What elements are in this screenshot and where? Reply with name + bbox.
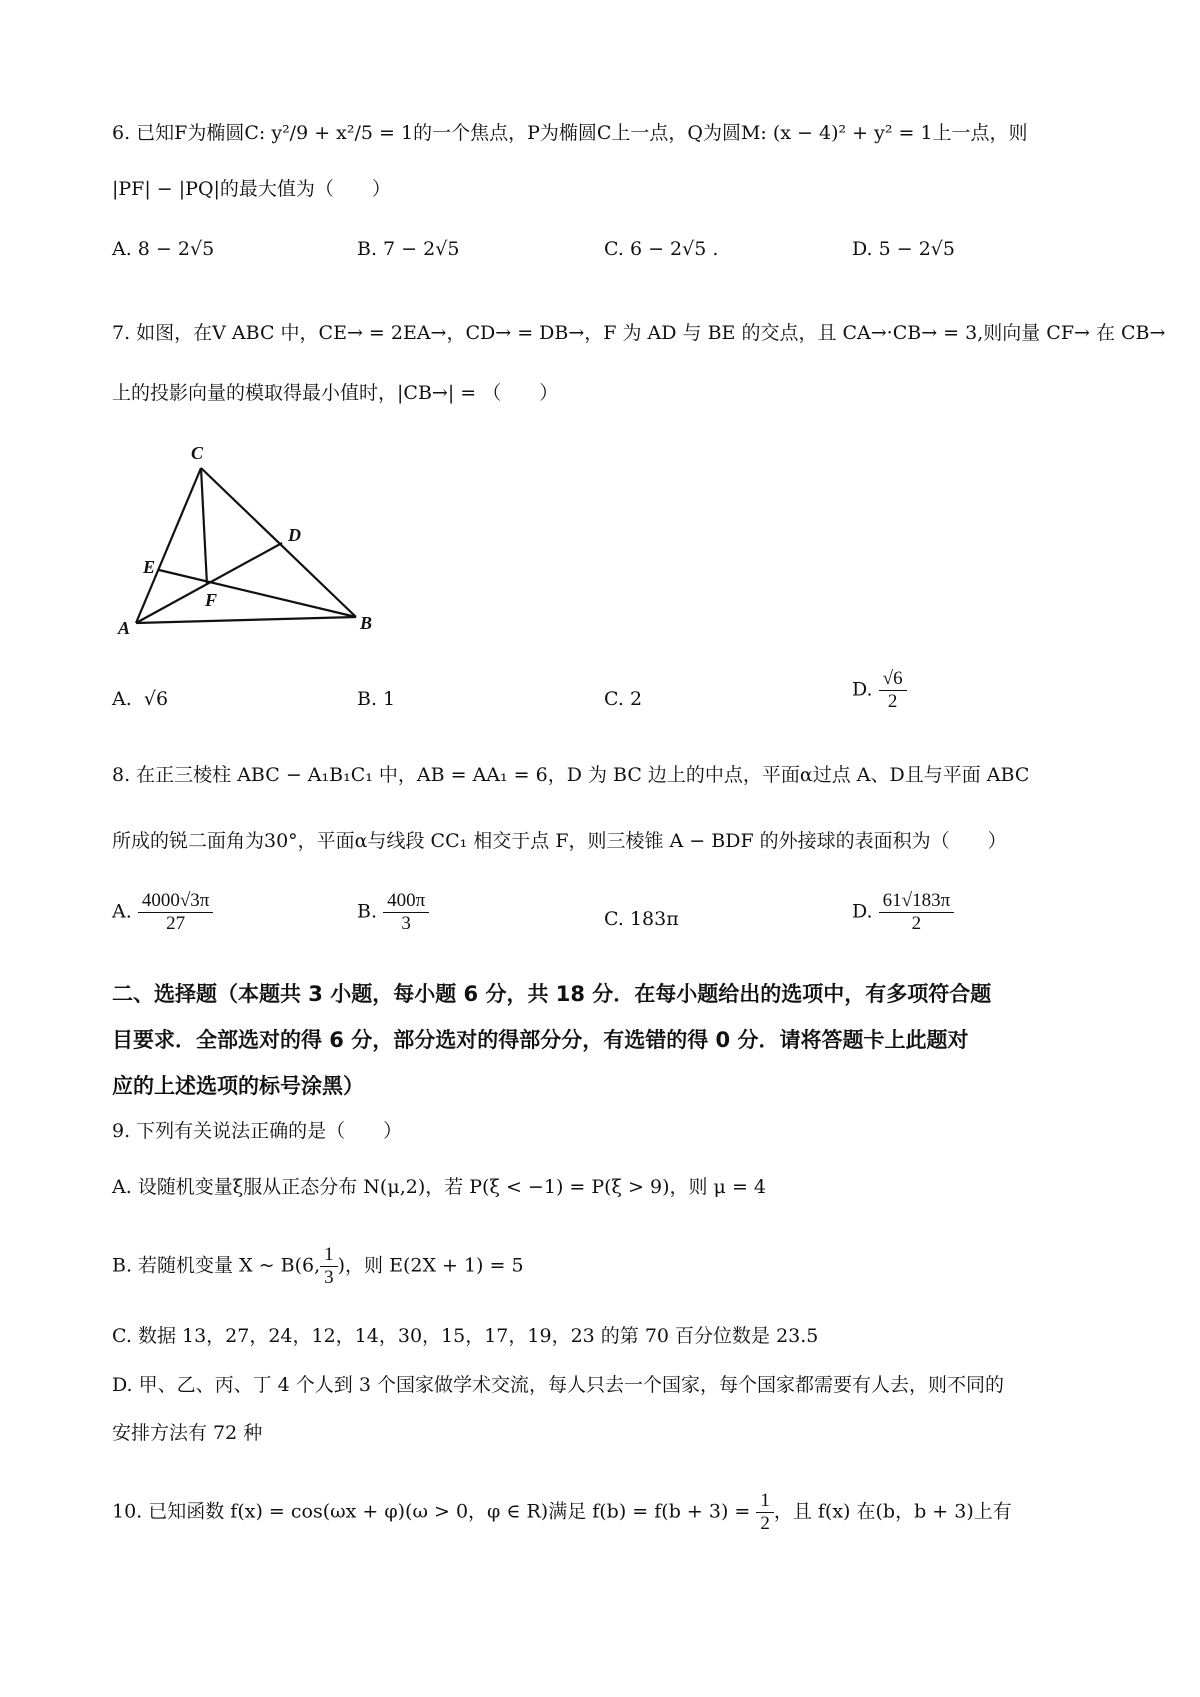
q6-option-b: B. 7 − 2√5 (357, 238, 460, 260)
q7-option-b: B. 1 (357, 688, 396, 710)
q8-option-a-num: 4000√3π (138, 890, 214, 913)
q9-option-b-den: 3 (324, 1266, 334, 1288)
q8-option-d (852, 890, 954, 935)
q6-option-c: C. 6 − 2√5 . (604, 238, 719, 260)
q10-num: 1 (756, 1490, 774, 1513)
segment-bc (201, 468, 356, 617)
label-b: B (360, 613, 373, 633)
q9-option-b-suffix: )，则 E(2X + 1) = 5 (337, 1254, 524, 1277)
q7-option-d-num: √6 (879, 668, 907, 691)
q10-line1 (112, 1490, 1012, 1535)
q9-option-b (112, 1244, 524, 1289)
section2-heading-line1: 二、选择题（本题共 3 小题，每小题 6 分，共 18 分．在每小题给出的选项中，有多项符合题 (112, 982, 992, 1006)
label-f: F (205, 590, 218, 610)
label-a: A (118, 618, 131, 638)
q8-option-a (112, 890, 213, 935)
triangle-figure (110, 440, 400, 640)
q8-option-d-prefix: D. (852, 900, 873, 923)
label-d: D (288, 525, 301, 545)
label-e: E (143, 557, 156, 577)
q6-option-a: A. 8 − 2√5 (112, 238, 215, 260)
segment-cf (201, 468, 207, 585)
q9-option-d-line1: D. 甲、乙、丙、丁 4 个人到 3 个国家做学术交流，每人只去一个国家，每个国家都需要有人去，则不同的 (112, 1374, 1004, 1396)
q7-option-d-prefix: D. (852, 678, 873, 701)
q8-option-b-den: 3 (401, 912, 411, 934)
q8-option-b-num: 400π (383, 890, 429, 913)
q7-option-a-value: √6 (143, 688, 169, 710)
q10-den: 2 (760, 1512, 770, 1534)
segment-ab (136, 617, 356, 623)
q8-option-a-prefix: A. (112, 900, 132, 923)
q10-fraction (756, 1490, 774, 1535)
q7-line1: 7. 如图，在V ABC 中，CE→ = 2EA→，CD→ = DB→，F 为 AD 与 BE 的交点，且 CA→·CB→ = 3,则向量 CF→ 在 CB→ (112, 322, 1166, 344)
q8-option-a-fraction (138, 890, 214, 935)
q7-option-a-prefix: A. (112, 688, 132, 710)
segment-ac (136, 468, 201, 623)
q7-option-d (852, 668, 907, 713)
q8-line2: 所成的锐二面角为30°，平面α与线段 CC₁ 相交于点 F，则三棱锥 A − BDF 的外接球的表面积为（ ） (112, 830, 1007, 852)
q8-option-b (357, 890, 429, 935)
section2-heading-line3: 应的上述选项的标号涂黑） (112, 1074, 364, 1098)
q9-option-a: A. 设随机变量ξ服从正态分布 N(μ,2)，若 P(ξ < −1) = P(ξ > 9)，则 μ = 4 (112, 1176, 766, 1198)
q9-option-b-prefix: B. 若随机变量 X ~ B(6, (112, 1254, 321, 1277)
q8-line1: 8. 在正三棱柱 ABC − A₁B₁C₁ 中，AB = AA₁ = 6，D 为 BC 边上的中点，平面α过点 A、D且与平面 ABC (112, 764, 1030, 786)
q9-option-d-line2: 安排方法有 72 种 (112, 1422, 263, 1444)
q10-suffix: ，且 f(x) 在(b，b + 3)上有 (773, 1500, 1012, 1523)
q8-option-d-num: 61√183π (879, 890, 955, 913)
q9-option-c: C. 数据 13，27，24，12，14，30，15，17，19，23 的第 70 百分位数是 23.5 (112, 1325, 819, 1347)
q7-line2: 上的投影向量的模取得最小值时，|CB→| = （ ） (112, 382, 559, 404)
q6-option-d: D. 5 − 2√5 (852, 238, 956, 260)
q10-prefix: 10. 已知函数 f(x) = cos(ωx + φ)(ω > 0，φ ∈ R)满足 f(b) = f(b + 3) = (112, 1500, 757, 1523)
segment-ad (136, 543, 282, 623)
q9-stem: 9. 下列有关说法正确的是（ ） (112, 1120, 403, 1142)
q8-option-b-prefix: B. (357, 900, 378, 923)
q8-option-d-den: 2 (911, 912, 922, 934)
q7-option-d-den: 2 (887, 690, 898, 712)
q8-option-b-fraction (383, 890, 429, 935)
q8-option-d-fraction (879, 890, 955, 935)
q9-option-b-fraction (320, 1244, 338, 1289)
q9-option-b-num: 1 (320, 1244, 338, 1267)
q8-option-a-den: 27 (166, 912, 186, 934)
q6-line2: |PF| − |PQ|的最大值为（ ） (112, 178, 391, 200)
q7-option-c: C. 2 (604, 688, 643, 710)
q8-option-c: C. 183π (604, 908, 679, 930)
section2-heading-line2: 目要求．全部选对的得 6 分，部分选对的得部分分，有选错的得 0 分．请将答题卡上此题对 (112, 1028, 969, 1052)
q7-option-d-fraction (879, 668, 907, 713)
label-c: C (191, 443, 204, 463)
q6-line1: 6. 已知F为椭圆C: y²/9 + x²/5 = 1的一个焦点，P为椭圆C上一点，Q为圆M: (x − 4)² + y² = 1上一点，则 (112, 122, 1028, 144)
q7-option-a (112, 688, 168, 711)
